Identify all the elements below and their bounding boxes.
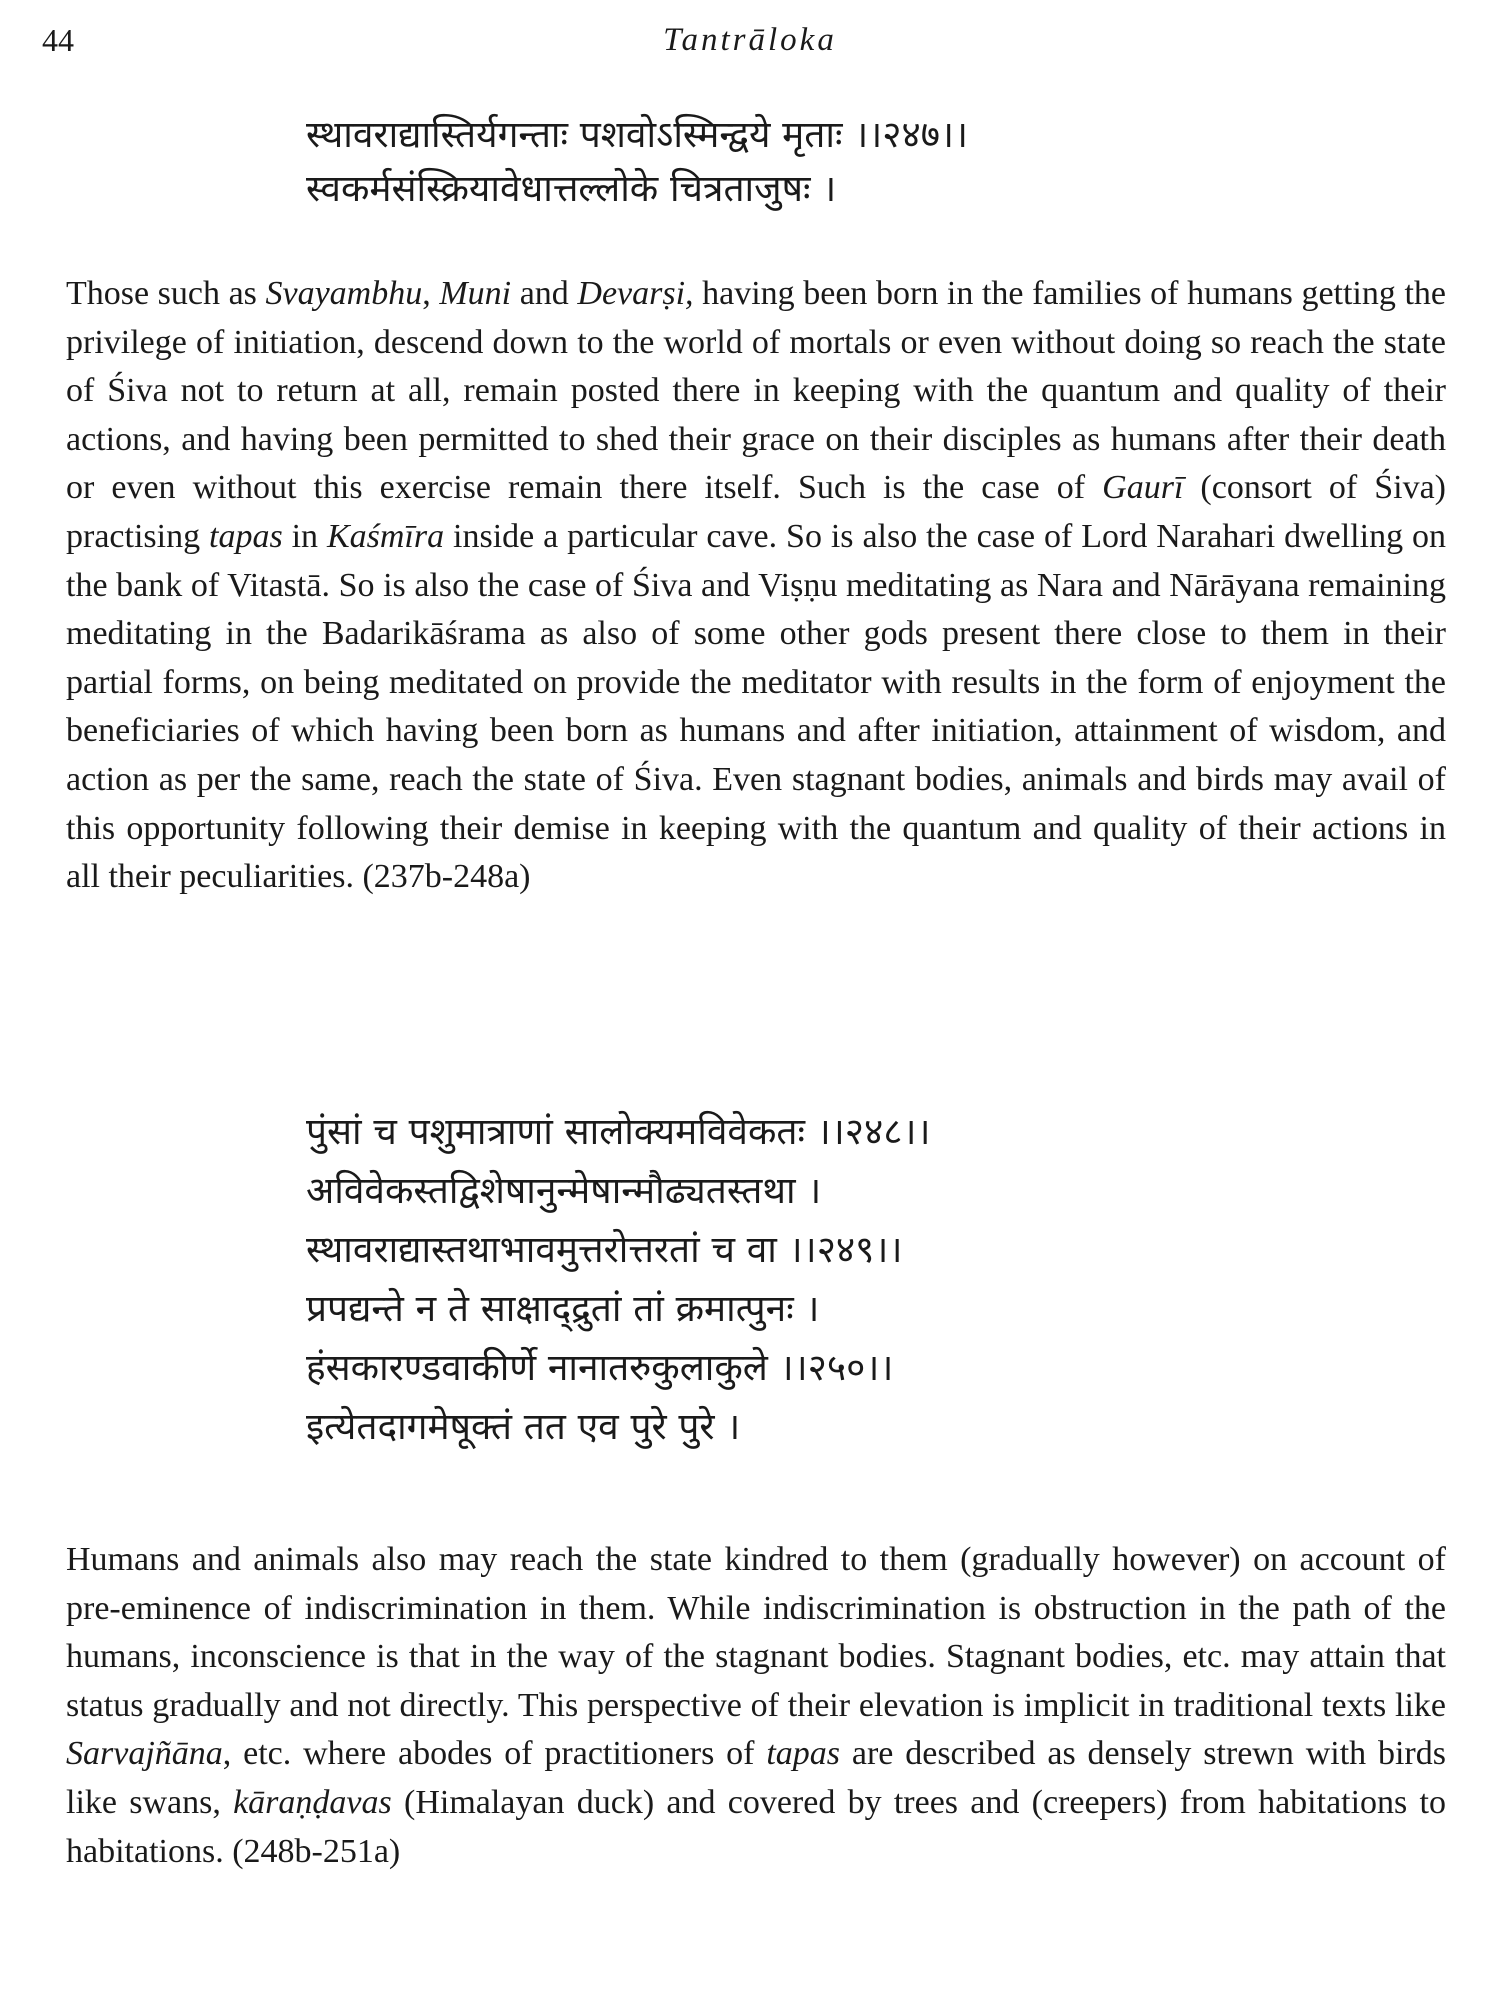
italic-term: kāraṇḍavas [233, 1783, 392, 1821]
verse-line: स्वकर्मसंस्क्रियावेधात्तल्लोके चित्रताजुषः । [306, 167, 837, 210]
text-segment: , [422, 275, 440, 312]
text-segment: having been born in the families of humans getting the privilege of initiation, descend down to the world of mortals or even without doing so reach the state of Śiva not to return at all, remain posted there in keeping with the quantum and quality of their actions, and having been permitted to shed their grace on their disciples as humans after their death or even without this exercise remain there itself. Such is the case of [66, 275, 1446, 507]
verse-line: हंसकारण्डवाकीर्णे नानातरुकुलाकुले ।।२५०।। [306, 1346, 894, 1389]
text-segment: (consort of Śiva) practising [66, 469, 1446, 555]
sanskrit-verse-block-1 [306, 108, 968, 216]
text-segment: are described as densely strewn with birds like swans, [66, 1735, 1446, 1821]
text-segment: Those such as [66, 275, 266, 312]
italic-term: Svayambhu [265, 275, 423, 312]
italic-term: Gaurī [1102, 469, 1184, 507]
italic-term: tapas [766, 1735, 841, 1773]
verse-line: अविवेकस्तद्विशेषानुन्मेषान्मौढ्यतस्तथा । [306, 1169, 822, 1212]
translation-paragraph-1 [66, 270, 1446, 902]
italic-term: Muni [439, 275, 512, 312]
running-title: Tantrāloka [663, 22, 837, 58]
italic-term: Sarvajñāna [66, 1735, 223, 1773]
italic-term: tapas [209, 517, 283, 555]
italic-term: Kaśmīra [326, 517, 445, 555]
translation-paragraph-2 [66, 1536, 1446, 1876]
page-number: 44 [42, 22, 74, 58]
text-segment: (Himalayan duck) and covered by trees and (creepers) from habitations to habitations. (248b-251a) [66, 1783, 1446, 1870]
verse-line: स्थावराद्यास्तिर्यगन्ताः पशवोऽस्मिन्द्वये मृताः ।।२४७।। [306, 113, 969, 156]
text-segment: Humans and animals also may reach the state kindred to them (gradually however) on account of pre-eminence of indiscrimination in them. While indiscrimination is obstruction in the path of the humans, inconscience is that in the way of the stagnant bodies. Stagnant bodies, etc. may attain that status gradually and not directly. This perspective of their elevation is implicit in traditional texts like [66, 1541, 1446, 1724]
text-segment: , etc. where abodes of practitioners of [222, 1735, 767, 1773]
text-segment: and [511, 275, 578, 312]
text-segment: in [282, 517, 327, 555]
text-segment: inside a particular cave. So is also the case of Lord Narahari dwelling on the bank of Vitastā. So is also the case of Śiva and Viṣṇu meditating as Nara and Nārāyana remaining meditating in the Badarikāśrama as also of some other gods present there close to them in their partial forms, on being meditated on provide the meditator with results in the form of enjoyment the beneficiaries of which having been born as humans and after initiation, attainment of wisdom, and action as per the same, reach the state of Śiva. Even stagnant bodies, animals and birds may avail of this opportunity following their demise in keeping with the quantum and quality of their actions in all their peculiarities. (237b-248a) [66, 517, 1446, 896]
verse-line: इत्येतदागमेषूक्तं तत एव पुरे पुरे । [306, 1405, 741, 1448]
sanskrit-verse-block-2 [306, 1102, 931, 1456]
verse-line: पुंसां च पशुमात्राणां सालोक्यमविवेकतः ।।२४८।। [306, 1110, 931, 1153]
verse-line: प्रपद्यन्ते न ते साक्षाद्द्रुतां तां क्रमात्पुनः । [306, 1287, 820, 1330]
verse-line: स्थावराद्यास्तथाभावमुत्तरोत्तरतां च वा ।।२४९।। [306, 1228, 903, 1271]
italic-term: Devarṣi, [577, 275, 694, 312]
